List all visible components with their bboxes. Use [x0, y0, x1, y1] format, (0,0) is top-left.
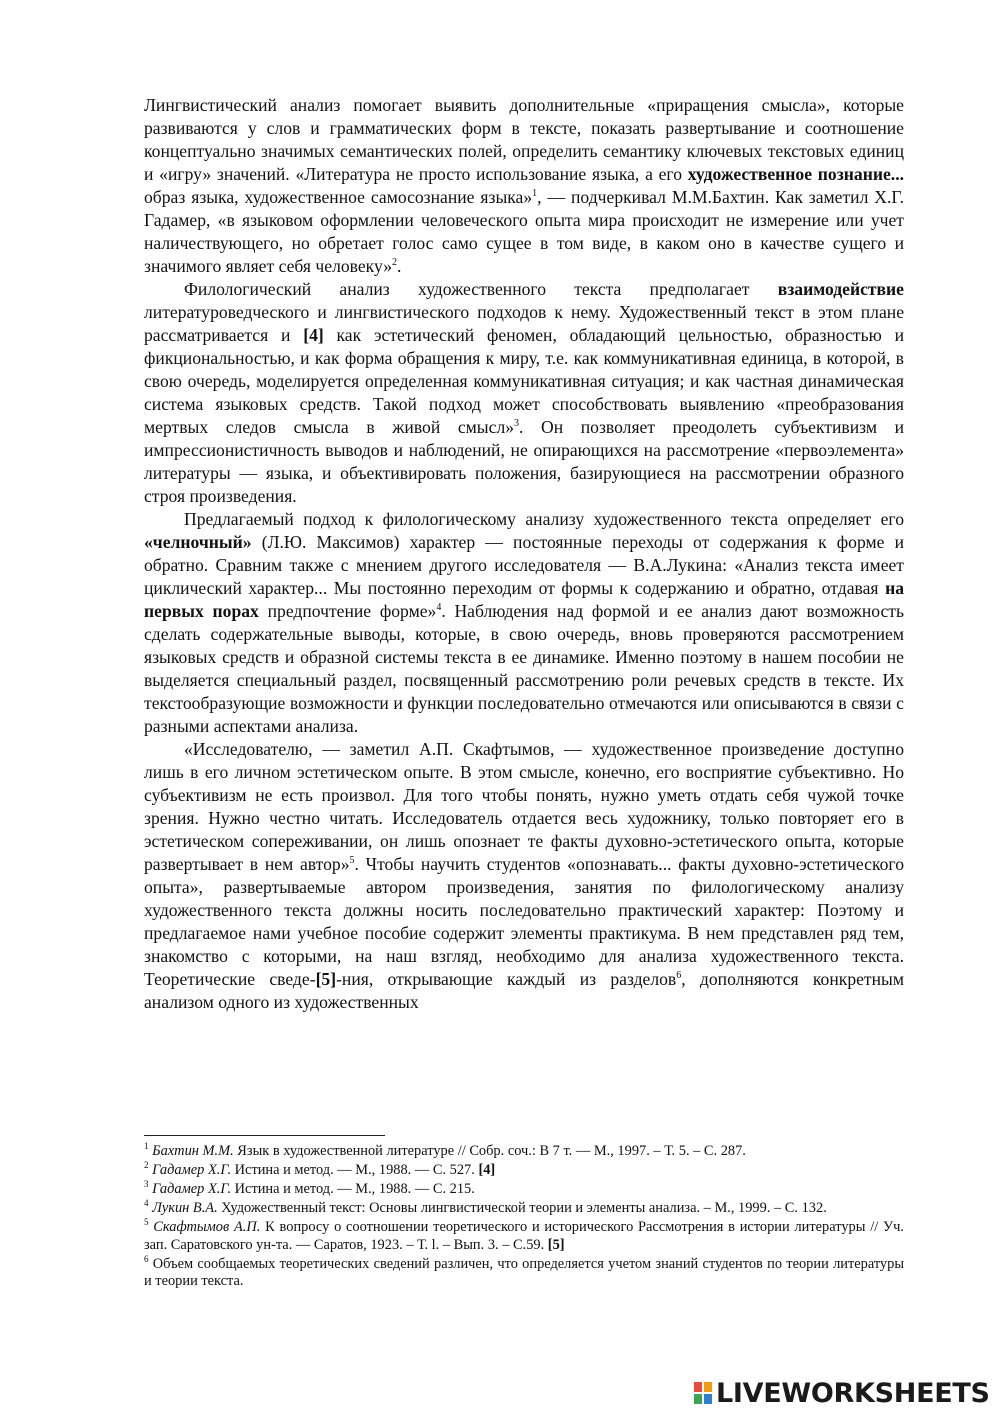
footnote-ref: 1 — [532, 188, 538, 200]
footnote-separator — [144, 1135, 385, 1136]
footnote-ref: 5 — [144, 1217, 149, 1228]
emphasis-text: «челночный» — [144, 532, 252, 552]
emphasis-text: [5] — [547, 1236, 565, 1253]
author-name: Гадамер Х.Г. — [152, 1162, 232, 1178]
text-run: -ния, открывающие каждый из разделов — [336, 969, 677, 989]
brand-name: LIVEWORKSHEETS — [716, 1377, 990, 1409]
emphasis-text: [4] — [478, 1162, 496, 1178]
footnote-ref: 3 — [144, 1179, 149, 1190]
text-run: . Наблюдения над формой и ее анализ дают возможность сделать содержательные выводы, которые, в свою очередь, вновь проверяются рассмотрением языковых средств и образной системы текста в ее динамике. Именно поэтому в нашем пособии не выделяется специальный раздел, посвященный рассмотрению роли речевых средств в тексте. Их текстообразующие возможности и функции последовательно отмечаются или описываются в связи с разными аспектами анализа. — [144, 601, 904, 736]
emphasis-text: [4] — [303, 325, 324, 345]
text-run: образ языка, художественное самосознание языка» — [144, 187, 533, 207]
footnote — [144, 1219, 904, 1254]
footnote — [144, 1181, 904, 1199]
paragraph — [144, 94, 904, 278]
text-run: литературоведческого и лингвистического подходов к нему. Художественный текст в этом плане рассматривается и — [144, 302, 904, 345]
author-name: Скафтымов А.П. — [153, 1219, 261, 1235]
author-name: Лукин В.А. — [152, 1200, 218, 1216]
footnote — [144, 1162, 904, 1180]
author-name: Гадамер Х.Г. — [152, 1181, 232, 1197]
emphasis-text: на первых порах — [144, 578, 904, 621]
text-run: Художественный текст: Основы лингвистической теории и элементы анализа. – М., 1999. – С. 132. — [217, 1200, 827, 1216]
footnote-ref: 6 — [144, 1253, 149, 1264]
text-run: (Л.Ю. Максимов) характер — постоянные переходы от содержания к форме и обратно. Сравним также с мнением другого исследователя — В.А.Лукина: «Анализ текста имеет циклический характер... Мы постоянно переходим от формы к содержанию и обратно, отдавая — [144, 532, 904, 598]
text-run: Язык в художественной литературе // Собр. соч.: В 7 т. — М., 1997. – Т. 5. – С. 287. — [233, 1143, 746, 1159]
liveworksheets-logo-icon — [694, 1381, 714, 1405]
liveworksheets-brand — [694, 1376, 990, 1410]
footnotes — [144, 1143, 904, 1292]
footnote-ref: 3 — [514, 418, 520, 430]
text-run: предпочтение форме» — [258, 601, 437, 621]
paragraph — [144, 508, 904, 738]
text-run: Объем сообщаемых теоретических сведений различен, что определяется учетом знаний студентов по теории литературы и теории текста. — [144, 1255, 904, 1289]
paragraph — [144, 278, 904, 508]
footnote-ref: 6 — [676, 970, 682, 982]
text-run: Предлагаемый подход к филологическому анализу художественного текста определяет его — [184, 509, 904, 529]
emphasis-text: взаимодействие — [777, 279, 904, 299]
footnote-ref: 4 — [436, 602, 442, 614]
footnote-ref: 2 — [144, 1160, 149, 1171]
footnote-ref: 2 — [392, 257, 397, 269]
text-run: Филологический анализ художественного текста предполагает — [184, 279, 778, 299]
footnote — [144, 1143, 904, 1161]
footnote-ref: 5 — [349, 855, 355, 867]
text-run: . Чтобы научить студентов «опознавать... факты духовно-эстетического опыта», развертываемые автором произведения, занятия по филологическому анализу художественного текста должны носить последовательно практический характер: Поэтому и предлагаемое нами учебное пособие содержит элементы практикума. В нем представлен ряд тем, знакомство с которыми, на наш взгляд, необходимо для анализа художественного текста. Теоретические сведе- — [144, 854, 904, 989]
footnote-ref: 1 — [144, 1141, 149, 1152]
footnote — [144, 1253, 904, 1291]
text-run: , — подчеркивал М.М.Бахтин. Как заметил Х.Г. Гадамер, «в языковом оформлении человеческого опыта мира происходит не измерение или учет наличествующего, но обретает голос само сущее в том виде, в каком оно в качестве сущего и значимого являет себя человеку» — [144, 187, 904, 276]
text-run: . Он позволяет преодолеть субъективизм и импрессионистичность выводов и наблюдений, не опирающихся на рассмотрение «первоэлемента» литературы — языка, и объективировать положения, базирующиеся на рассмотрении образного строя произведения. — [144, 417, 904, 506]
main-text — [144, 94, 904, 1014]
emphasis-text: художественное познание... — [687, 164, 904, 184]
footnote — [144, 1200, 904, 1218]
author-name: Бахтин М.М. — [152, 1143, 234, 1159]
text-run: Истина и метод. — М., 1988. — С. 215. — [231, 1181, 475, 1197]
text-run: «Исследователю, — заметил А.П. Скафтымов, — художественное произведение доступно лишь в его личном эстетическом опыте. В этом смысле, конечно, его восприятие субъективно. Но субъективизм не есть произвол. Для того чтобы понять, нужно уметь отдать себя чужой точке зрения. Нужно честно читать. Исследователь отдается весь художнику, только повторяет его в эстетическом сопереживании, он лишь опознает те факты духовно-эстетического опыта, которые развертывает в нем автор» — [144, 739, 904, 874]
text-run: . — [397, 256, 402, 276]
text-run: , дополняются конкретным анализом одного из художественных — [144, 969, 904, 1012]
emphasis-text: [5] — [315, 969, 337, 989]
paragraph — [144, 738, 904, 1014]
text-run: Лингвистический анализ помогает выявить дополнительные «приращения смысла», которые развиваются у слов и грамматических форм в тексте, показать развертывание и соотношение концептуально значимых семантических полей, определить семантику ключевых текстовых единиц и «игру» значений. «Литература не просто использование языка, а его — [144, 95, 904, 184]
footnote-ref: 4 — [144, 1198, 149, 1209]
text-run: Истина и метод. — М., 1988. — С. 527. — [231, 1162, 479, 1178]
text-run: К вопросу о соотношении теоретического и исторического Рассмотрения в истории литературы // Уч. зап. Саратовского ун-та. — Саратов, 1923. – Т. l. – Вып. 3. – С.59. — [144, 1219, 904, 1253]
text-run: как эстетический феномен, обладающий цельностью, образностью и фикциональностью, и как форма обращения к миру, т.е. как коммуникативная единица, в которой, в свою очередь, моделируется определенная коммуникативная ситуация; и как частная динамическая система языковых средств. Такой подход может способствовать выявлению «преобразования мертвых следов смысла в живой смысл» — [144, 325, 904, 437]
